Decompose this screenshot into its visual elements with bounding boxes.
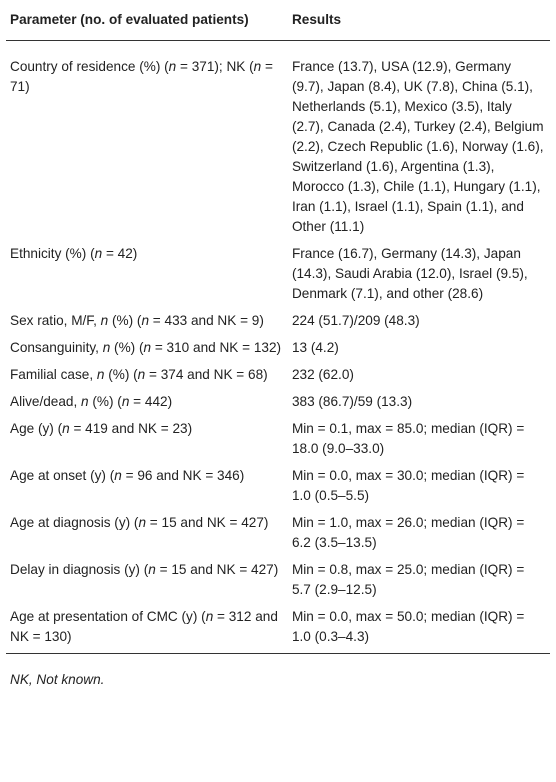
row-result: France (16.7), Germany (14.3), Japan (14.3), Saudi Arabia (12.0), Israel (9.5), Denmark (7.1), and other (28.6) bbox=[291, 246, 528, 301]
table-row bbox=[6, 308, 550, 335]
row-result: France (13.7), USA (12.9), Germany (9.7), Japan (8.4), UK (7.8), China (5.1), Netherlands (5.1), Mexico (3.5), Italy (2.7), Canada (2.4), Turkey (2.4), Belgium (2.2), Czech Republic (1.6), Norway (1.6), Switzerland (1.6), Argentina (1.3), Morocco (1.3), Chile (1.1), Hungary (1.1), Iran (1.1), Israel (1.1), Spain (1.1), and Other (11.1) bbox=[291, 59, 544, 234]
row-parameter: Age at presentation of CMC (y) (n = 312 and NK = 130) bbox=[6, 604, 288, 654]
table-row bbox=[6, 510, 550, 557]
row-result: Min = 0.0, max = 30.0; median (IQR) = 1.0 (0.5–5.5) bbox=[291, 468, 525, 503]
table-row bbox=[6, 416, 550, 463]
table-row bbox=[6, 389, 550, 416]
row-result: Min = 0.8, max = 25.0; median (IQR) = 5.7 (2.9–12.5) bbox=[291, 562, 525, 597]
row-parameter: Ethnicity (%) (n = 42) bbox=[10, 246, 138, 261]
row-parameter: Delay in diagnosis (y) (n = 15 and NK = 427) bbox=[10, 562, 279, 577]
table-row bbox=[6, 335, 550, 362]
header-parameter: Parameter (no. of evaluated patients) bbox=[6, 0, 288, 41]
row-parameter: Familial case, n (%) (n = 374 and NK = 68) bbox=[10, 367, 268, 382]
row-parameter: Age (y) (n = 419 and NK = 23) bbox=[10, 421, 193, 436]
row-parameter: Consanguinity, n (%) (n = 310 and NK = 132) bbox=[10, 340, 282, 355]
row-parameter: Sex ratio, M/F, n (%) (n = 433 and NK = 9) bbox=[10, 313, 264, 328]
row-result: 383 (86.7)/59 (13.3) bbox=[291, 394, 413, 409]
table-row bbox=[6, 241, 550, 308]
table-header bbox=[6, 0, 550, 41]
row-result: 13 (4.2) bbox=[291, 340, 339, 355]
table-footnote: NK, Not known. bbox=[10, 672, 105, 687]
row-result: 232 (62.0) bbox=[291, 367, 354, 382]
header-row bbox=[6, 0, 550, 41]
patient-characteristics-table bbox=[6, 0, 550, 654]
row-result: Min = 0.0, max = 50.0; median (IQR) = 1.0 (0.3–4.3) bbox=[288, 604, 550, 654]
row-parameter: Age at diagnosis (y) (n = 15 and NK = 427) bbox=[10, 515, 269, 530]
row-result: Min = 0.1, max = 85.0; median (IQR) = 18.0 (9.0–33.0) bbox=[291, 421, 525, 456]
table-row bbox=[6, 557, 550, 604]
table-row bbox=[6, 604, 550, 654]
table-row bbox=[6, 41, 550, 242]
row-parameter: Country of residence (%) (n = 371); NK (n = 71) bbox=[10, 59, 273, 94]
row-parameter: Alive/dead, n (%) (n = 442) bbox=[10, 394, 173, 409]
row-result: 224 (51.7)/209 (48.3) bbox=[291, 313, 420, 328]
table-row bbox=[6, 362, 550, 389]
row-parameter: Age at onset (y) (n = 96 and NK = 346) bbox=[10, 468, 245, 483]
table-row bbox=[6, 463, 550, 510]
header-results: Results bbox=[288, 0, 550, 41]
row-result: Min = 1.0, max = 26.0; median (IQR) = 6.2 (3.5–13.5) bbox=[291, 515, 525, 550]
table-body bbox=[6, 41, 550, 654]
